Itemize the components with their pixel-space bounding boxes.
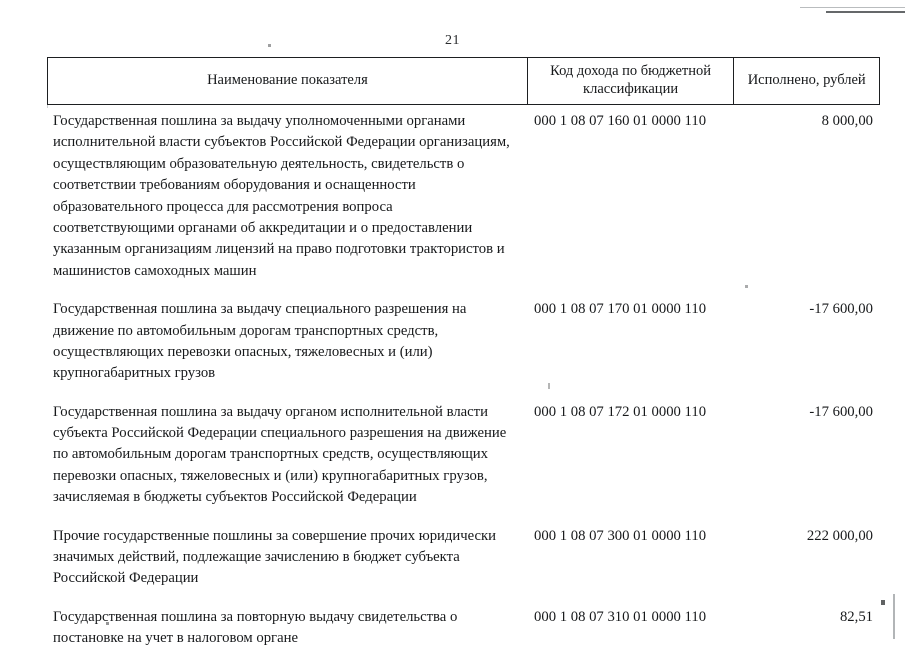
- cell-indicator-name: Государственная пошлина за выдачу органом исполнительной власти субъекта Российской Федерации специального разрешения на движение по автомобильным дорогам транспортных средств, осуществляющих перевозки опасных, тяжеловесных и (или) крупногабаритных грузов, зачисляемая в бюджеты субъектов Российской Федерации: [53, 403, 507, 506]
- scan-artifact-top-edge-faint: [800, 7, 905, 8]
- cell-executed-amount: 82,51: [839, 608, 873, 625]
- cell-budget-code: 000 1 08 07 160 01 0000 110: [534, 113, 707, 129]
- scan-speck: [881, 600, 885, 605]
- cell-budget-code: 000 1 08 07 300 01 0000 110: [534, 527, 707, 544]
- cell-indicator-name: Государственная пошлина за выдачу специального разрешения на движение по автомобильным дорогам транспортных средств, осуществляющих перевозки опасных, тяжеловесных и (или) крупногабаритных грузов: [53, 301, 467, 382]
- cell-budget-code: 000 1 08 07 170 01 0000 110: [534, 301, 707, 318]
- table-row: [47, 402, 880, 509]
- cell-executed-amount: -17 600,00: [809, 403, 873, 420]
- cell-executed-amount: 8 000,00: [821, 113, 873, 129]
- table-body: [47, 105, 880, 650]
- table-header-row: [47, 57, 880, 105]
- page-number: 21: [445, 33, 460, 48]
- cell-indicator-name: Прочие государственные пошлины за совершение прочих юридически значимых действий, подлежащие зачислению в бюджет субъекта Российской Федерации: [53, 527, 497, 587]
- table-row: [47, 299, 880, 385]
- scan-artifact-right-edge-line: [893, 594, 895, 639]
- revenue-report-table: [47, 57, 880, 650]
- cell-budget-code: 000 1 08 07 172 01 0000 110: [534, 403, 707, 420]
- table-row: [47, 111, 880, 282]
- column-header-code-line2: классификации: [583, 81, 679, 97]
- cell-budget-code: 000 1 08 07 310 01 0000 110: [534, 608, 707, 625]
- cell-executed-amount: -17 600,00: [809, 301, 873, 318]
- table-row: [47, 526, 880, 590]
- column-header-indicator-name: Наименование показателя: [48, 58, 528, 104]
- cell-indicator-name: Государственная пошлина за выдачу уполномоченными органами исполнительной власти субъектов Российской Федерации организациям, осуществляющим образовательную деятельность, свидетельств о соответствии требованиям оборудования и оснащенности образовательного процесса для рассмотрения вопроса соответствующими органами об аккредитации и о предоставлении указанным организациям лицензий на право подготовки трактористов и машинистов самоходных машин: [53, 113, 510, 279]
- column-header-code-line1: Код дохода по бюджетной: [550, 63, 712, 80]
- scan-artifact-top-edge-line: [826, 11, 905, 13]
- table-row: [47, 607, 880, 650]
- cell-indicator-name: Государственная пошлина за повторную выдачу свидетельства о постановке на учет в налоговом органе: [53, 608, 458, 647]
- cell-executed-amount: 222 000,00: [806, 527, 873, 544]
- column-header-budget-classification-code: [528, 58, 735, 104]
- column-header-executed-amount: Исполнено, рублей: [747, 72, 866, 89]
